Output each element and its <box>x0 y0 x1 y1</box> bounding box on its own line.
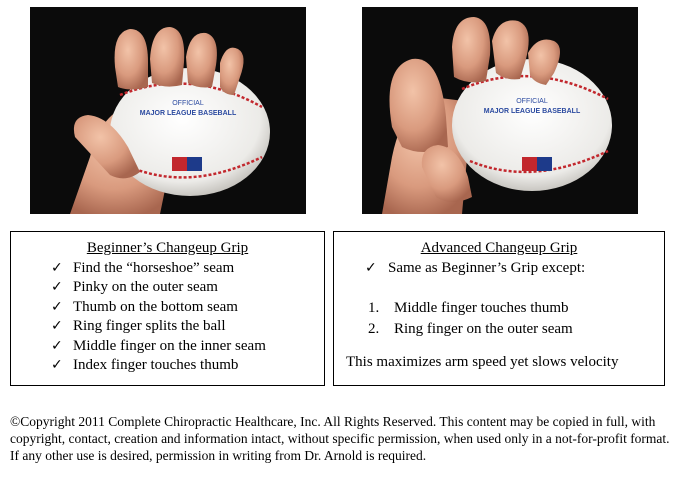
copyright-notice: ©Copyright 2011 Complete Chiropractic Healthcare, Inc. All Rights Reserved. This content may be copied in full, with copyright, contact, creation and information intact, without specific permission, when used only in a not-for-profit format. If any other use is desired, permission in writing from Dr. Arnold is required. <box>10 414 670 463</box>
checkmark-icon: ✓ <box>51 337 63 354</box>
checkmark-icon: ✓ <box>51 357 63 373</box>
beginner-grip-title: Beginner’s Changeup Grip <box>86 240 249 256</box>
beginner-checklist <box>11 259 324 376</box>
numbered-item: 2. Ring finger on the outer seam <box>368 321 573 337</box>
checkmark-icon: ✓ <box>365 259 377 276</box>
checklist-item: ✓ Thumb on the bottom seam <box>51 298 324 318</box>
advanced-numbered-list <box>334 298 664 340</box>
checkmark-icon: ✓ <box>51 259 63 276</box>
checklist-item: ✓ Ring finger splits the ball <box>51 317 324 337</box>
checklist-item: ✓ Find the “horseshoe” seam <box>51 259 324 279</box>
checkmark-icon: ✓ <box>51 279 63 295</box>
beginner-grip-box <box>10 231 325 386</box>
checklist-item: ✓ Index finger touches thumb <box>51 356 324 376</box>
checklist-item: ✓ Middle finger on the inner seam <box>51 337 324 357</box>
advanced-grip-photo <box>362 7 638 214</box>
checkmark-icon: ✓ <box>51 298 63 315</box>
checkmark-icon: ✓ <box>51 318 63 334</box>
ball-logo-main: MAJOR LEAGUE BASEBALL <box>139 110 237 117</box>
beginner-grip-photo <box>30 7 306 214</box>
numbered-item: 1. Middle finger touches thumb <box>368 300 569 316</box>
checklist-item: ✓ Same as Beginner’s Grip except: <box>334 259 664 279</box>
ball-logo-official: OFFICIAL <box>172 100 204 107</box>
advanced-grip-title: Advanced Changeup Grip <box>420 240 578 256</box>
ball-logo-main: MAJOR LEAGUE BASEBALL <box>483 108 581 115</box>
ball-logo-official: OFFICIAL <box>516 98 548 105</box>
advanced-summary: This maximizes arm speed yet slows velocity <box>346 354 619 370</box>
advanced-grip-box <box>333 231 665 386</box>
checklist-item: ✓ Pinky on the outer seam <box>51 278 324 298</box>
